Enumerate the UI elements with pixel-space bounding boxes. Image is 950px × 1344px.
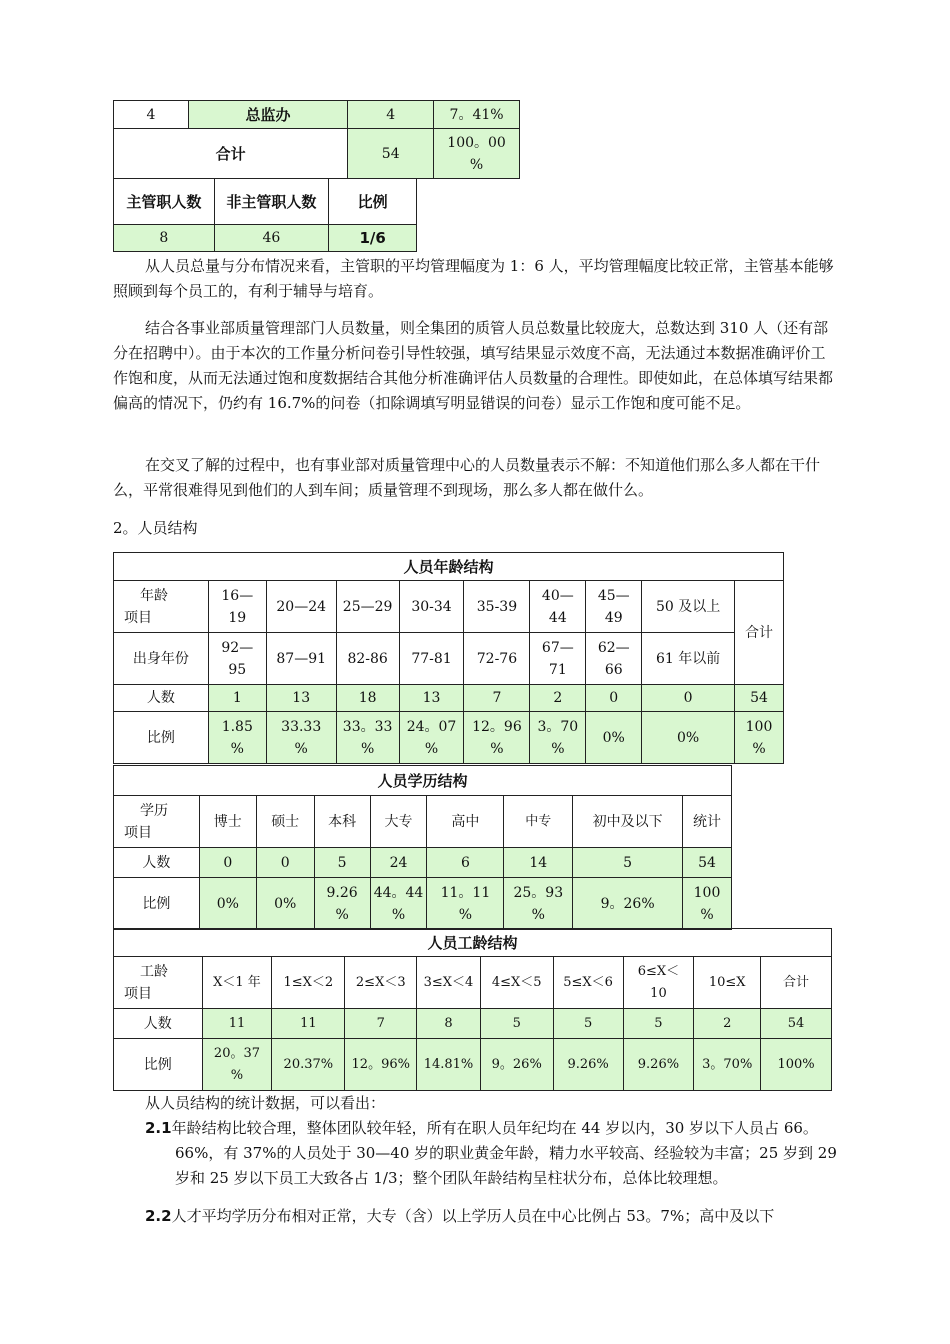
department-percent: 7。41% (434, 101, 520, 129)
tenure-range: 5≤X＜6 (553, 957, 623, 1009)
age-range: 45— 49 (586, 581, 642, 633)
education-count: 5 (314, 848, 370, 878)
education-percent-total: 100 % (682, 878, 731, 930)
education-percent-label: 比例 (114, 878, 200, 930)
list-item-age-analysis (145, 1116, 840, 1191)
birth-year-range: 72-76 (464, 633, 530, 685)
education-percent: 0% (256, 878, 314, 930)
education-percent: 0% (199, 878, 256, 930)
tenure-percent-total: 100% (761, 1039, 832, 1091)
birth-year-label: 出身年份 (114, 633, 209, 685)
age-percent: 0% (642, 712, 735, 764)
education-level: 博士 (199, 796, 256, 848)
paragraph-structure-intro: 从人员结构的统计数据，可以看出： (145, 1094, 386, 1112)
tenure-range: X＜1 年 (202, 957, 272, 1009)
age-range: 35-39 (464, 581, 530, 633)
education-count: 14 (504, 848, 573, 878)
education-percent: 9。26% (573, 878, 683, 930)
age-count: 0 (586, 685, 642, 712)
education-level: 本科 (314, 796, 370, 848)
education-count-total: 54 (682, 848, 731, 878)
age-percent: 0% (586, 712, 642, 764)
age-count: 1 (208, 685, 266, 712)
tenure-percent: 20。37 % (202, 1039, 272, 1091)
ratio-header-nonsupervisors: 非主管职人数 (214, 179, 329, 225)
age-range: 20—24 (266, 581, 336, 633)
birth-year-range: 61 年以前 (642, 633, 735, 685)
age-count-label: 人数 (114, 685, 209, 712)
section-heading-staff-structure: 2。人员结构 (113, 519, 198, 537)
age-percent: 3。70 % (530, 712, 586, 764)
education-count: 6 (427, 848, 504, 878)
total-count: 54 (348, 129, 434, 179)
age-range: 50 及以上 (642, 581, 735, 633)
tenure-count: 7 (345, 1009, 417, 1039)
tenure-count: 11 (202, 1009, 272, 1039)
birth-year-range: 77-81 (399, 633, 464, 685)
department-count: 4 (348, 101, 434, 129)
tenure-range: 10≤X (694, 957, 761, 1009)
education-corner-header: 学历 项目 (114, 796, 200, 848)
age-percent: 24。07 % (399, 712, 464, 764)
education-level: 初中及以下 (573, 796, 683, 848)
tenure-percent: 14.81% (417, 1039, 481, 1091)
education-structure-table (113, 765, 732, 930)
ratio-header-supervisors: 主管职人数 (114, 179, 215, 225)
age-percent-total: 100 % (734, 712, 783, 764)
age-percent: 33.33 % (266, 712, 336, 764)
education-count-label: 人数 (114, 848, 200, 878)
age-percent: 33。33 % (336, 712, 399, 764)
total-percent (434, 129, 520, 179)
education-percent: 9.26 % (314, 878, 370, 930)
paragraph-quality-staff: 结合各事业部质量管理部门人员数量，则全集团的质管人员总数量比较庞大，总数达到 310 人（还有部分在招聘中）。由于本次的工作量分析问卷引导性较强，填写结果显示效度不高，无法通过本数据准确评价工作饱和度，从而无法通过饱和度数据结合其他分析准确评估人员数量的合理性。即使如此，在总体填写结果都偏高的情况下，仍约有 16.7%的问卷（扣除调填写明显错误的问卷）显示工作饱和度可能不足。 (113, 319, 834, 412)
tenure-count-total: 54 (761, 1009, 832, 1039)
education-count: 5 (573, 848, 683, 878)
list-item-education-analysis (145, 1204, 840, 1229)
education-table-title: 人员学历结构 (114, 766, 732, 796)
tenure-range: 4≤X＜5 (480, 957, 553, 1009)
birth-year-range: 82-86 (336, 633, 399, 685)
total-label: 合计 (114, 129, 348, 179)
ratio-supervisors: 8 (114, 225, 215, 252)
birth-year-range: 62— 66 (586, 633, 642, 685)
list-item-text: 人才平均学历分布相对正常，大专（含）以上学历人员在中心比例占 53。7%；高中及以下 (171, 1207, 775, 1225)
tenure-range: 3≤X＜4 (417, 957, 481, 1009)
paragraph-management-span: 从人员总量与分布情况来看，主管职的平均管理幅度为 1：6 人，平均管理幅度比较正常，主管基本能够照顾到每个员工的，有利于辅导与培育。 (113, 257, 834, 300)
education-count: 24 (370, 848, 427, 878)
age-count: 7 (464, 685, 530, 712)
tenure-percent: 9.26% (623, 1039, 694, 1091)
supervisor-ratio-table (113, 178, 417, 252)
education-total-header: 统计 (682, 796, 731, 848)
tenure-percent: 12。96% (345, 1039, 417, 1091)
total-percent-line1: 100。00 (447, 134, 506, 151)
list-item-number: 2.2 (145, 1207, 172, 1225)
age-range: 40— 44 (530, 581, 586, 633)
education-percent: 44。44 % (370, 878, 427, 930)
education-count: 0 (199, 848, 256, 878)
age-table-title: 人员年龄结构 (114, 553, 784, 581)
education-count: 0 (256, 848, 314, 878)
age-percent-label: 比例 (114, 712, 209, 764)
birth-year-range: 87—91 (266, 633, 336, 685)
tenure-structure-table (113, 928, 832, 1091)
tenure-count: 2 (694, 1009, 761, 1039)
tenure-range: 2≤X＜3 (345, 957, 417, 1009)
education-percent: 11。11 % (427, 878, 504, 930)
staff-distribution-table (113, 100, 520, 179)
age-corner-header: 年龄 项目 (114, 581, 209, 633)
education-level: 大专 (370, 796, 427, 848)
list-item-text: 年龄结构比较合理，整体团队较年轻，所有在职人员年纪均在 44 岁以内，30 岁以下人员占 66。66%，有 37%的人员处于 30—40 岁的职业黄金年龄，精力水平较高、经验较为丰富；25 岁到 29 岁和 25 岁以下员工大致各占 1/3；整个团队年龄结构呈柱状分布，总体比较理想。 (171, 1119, 837, 1187)
age-count-total: 54 (734, 685, 783, 712)
tenure-count: 5 (623, 1009, 694, 1039)
age-total-header: 合计 (734, 581, 783, 685)
tenure-total-header: 合计 (761, 957, 832, 1009)
tenure-table-title: 人员工龄结构 (114, 929, 832, 957)
age-percent: 1.85 % (208, 712, 266, 764)
age-count: 2 (530, 685, 586, 712)
tenure-corner-header: 工龄 项目 (114, 957, 203, 1009)
birth-year-range: 92— 95 (208, 633, 266, 685)
paragraph-cross-feedback: 在交叉了解的过程中，也有事业部对质量管理中心的人员数量表示不解：不知道他们那么多人都在干什么，平常很难得见到他们的人到车间；质量管理不到现场，那么多人都在做什么。 (113, 456, 821, 499)
department-name: 总监办 (188, 101, 348, 129)
age-range: 25—29 (336, 581, 399, 633)
tenure-percent: 9。26% (480, 1039, 553, 1091)
age-count: 13 (266, 685, 336, 712)
tenure-percent: 9.26% (553, 1039, 623, 1091)
education-level: 中专 (504, 796, 573, 848)
tenure-count: 5 (480, 1009, 553, 1039)
tenure-percent: 3。70% (694, 1039, 761, 1091)
tenure-count: 8 (417, 1009, 481, 1039)
age-structure-table (113, 552, 784, 764)
tenure-count: 11 (272, 1009, 345, 1039)
tenure-range: 1≤X＜2 (272, 957, 345, 1009)
education-level: 高中 (427, 796, 504, 848)
age-count: 18 (336, 685, 399, 712)
tenure-range: 6≤X＜ 10 (623, 957, 694, 1009)
birth-year-range: 67— 71 (530, 633, 586, 685)
ratio-header-ratio: 比例 (329, 179, 417, 225)
age-count: 0 (642, 685, 735, 712)
row-index: 4 (114, 101, 189, 129)
tenure-percent: 20.37% (272, 1039, 345, 1091)
tenure-count: 5 (553, 1009, 623, 1039)
age-count: 13 (399, 685, 464, 712)
ratio-nonsupervisors: 46 (214, 225, 329, 252)
age-range: 30-34 (399, 581, 464, 633)
education-level: 硕士 (256, 796, 314, 848)
list-item-number: 2.1 (145, 1119, 172, 1137)
age-range: 16— 19 (208, 581, 266, 633)
tenure-count-label: 人数 (114, 1009, 203, 1039)
ratio-value: 1/6 (329, 225, 417, 252)
tenure-percent-label: 比例 (114, 1039, 203, 1091)
age-percent: 12。96 % (464, 712, 530, 764)
education-percent: 25。93 % (504, 878, 573, 930)
total-percent-line2: % (469, 156, 484, 173)
